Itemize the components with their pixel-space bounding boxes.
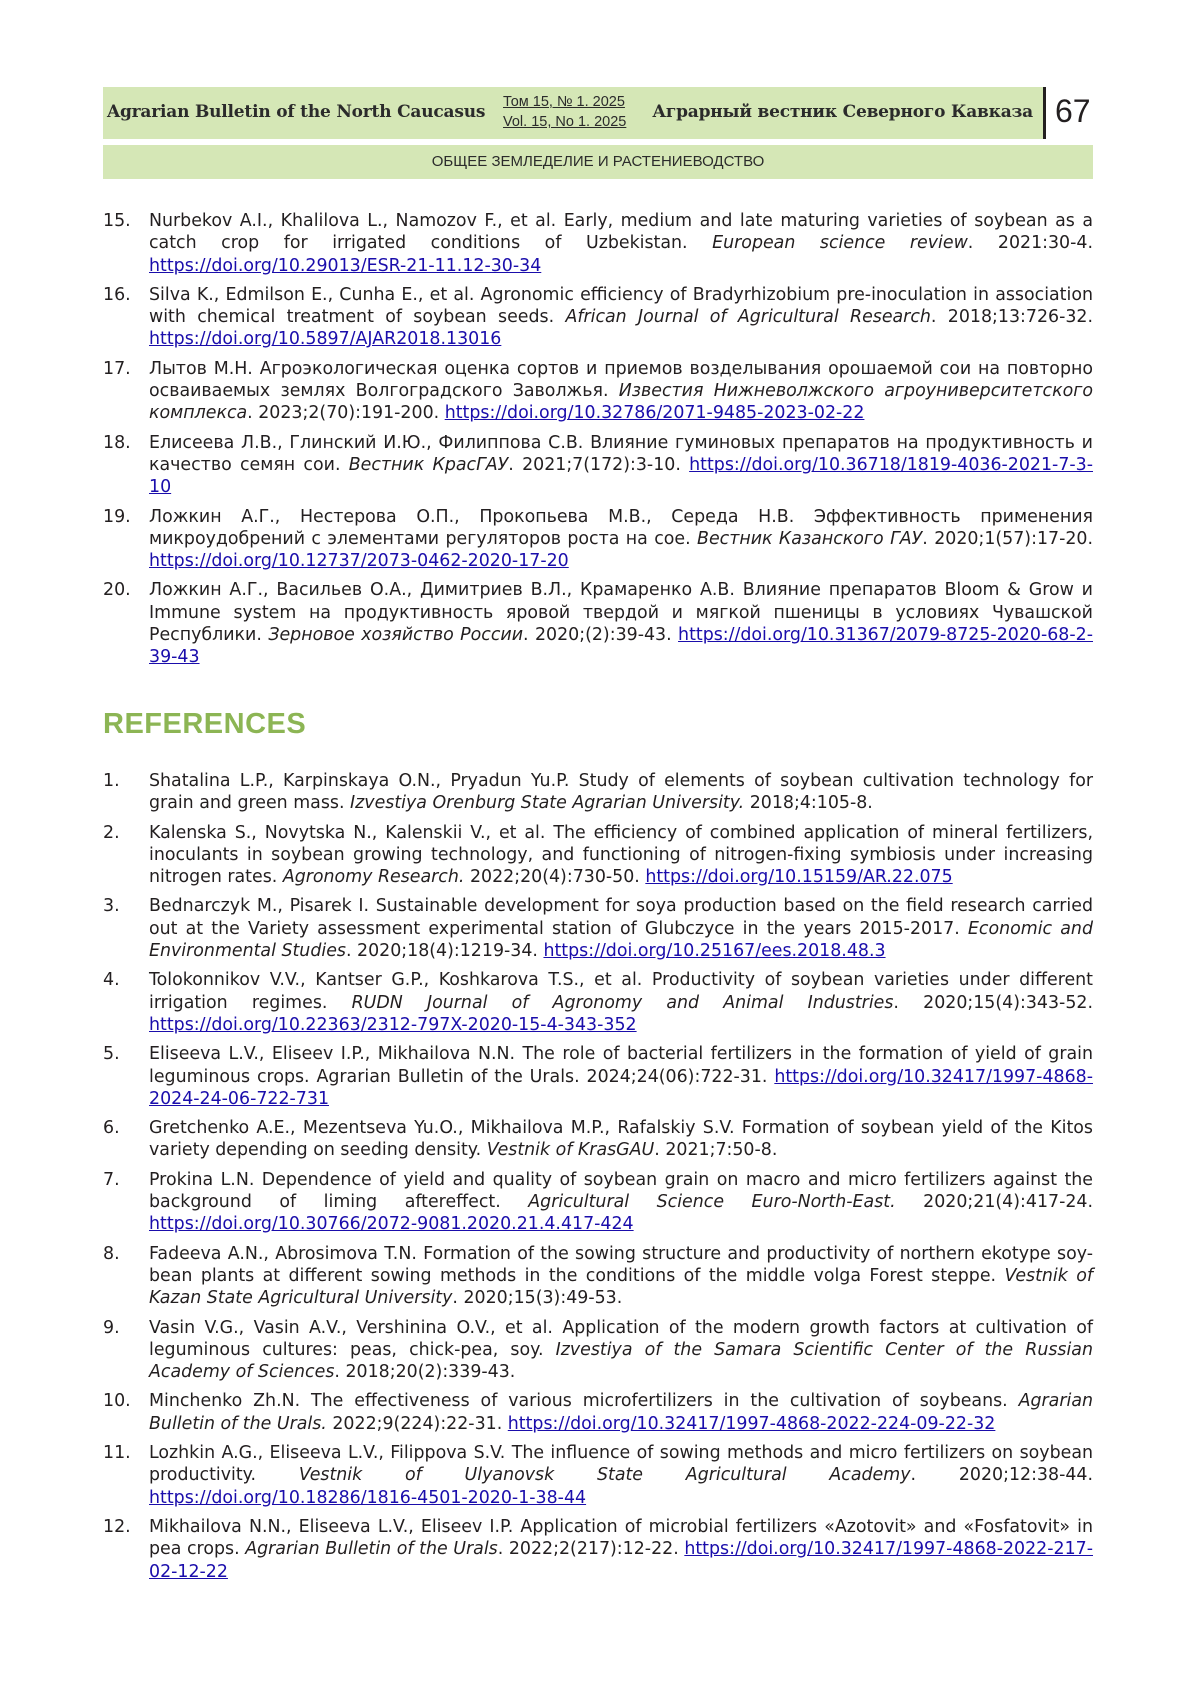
reference-text: Nurbekov A.I., Khalilova L., Namozov F., et al. Early, medium and late maturing varieties of soybean as a catch crop for irrigated conditions of Uzbekistan.: [149, 211, 1093, 254]
reference-citation: 2022;20(4):730-50.: [464, 867, 646, 888]
reference-item: [103, 1043, 1093, 1110]
doi-link[interactable]: https://doi.org/10.32417/1997-4868-2022-217-02-12-22: [149, 1539, 1093, 1582]
reference-journal: Agricultural Science Euro-North-East.: [528, 1192, 896, 1213]
doi-link[interactable]: https://doi.org/10.22363/2312-797X-2020-15-4-343-352: [149, 1014, 637, 1035]
reference-citation: . 2021;7:50-8.: [654, 1140, 778, 1161]
reference-journal: Agronomy Research.: [282, 867, 465, 888]
reference-item: [103, 822, 1093, 889]
reference-citation: . 2021;7(172):3-10.: [508, 454, 690, 475]
doi-link[interactable]: https://doi.org/10.32417/1997-4868-2022-224-09-22-32: [507, 1413, 996, 1434]
reference-number: 7.: [103, 1169, 120, 1190]
reference-number: 15.: [103, 211, 131, 231]
reference-citation: . 2023;2(70):191-200.: [247, 403, 445, 424]
reference-citation: . 2020;15(4):343-52.: [893, 992, 1093, 1013]
reference-citation: 2018;4:105-8.: [744, 793, 873, 814]
reference-text: Лытов М.Н. Агроэкологическая оценка сортов и приемов возделывания орошаемой сои на повторно осваиваемых землях Волгоградского Заволжья.: [149, 358, 1093, 402]
reference-text: Silva K., Edmilson E., Cunha E., et al. Agronomic efficiency of Bradyrhizobium pre-inoculation in association with chemical treatment of soybean seeds.: [149, 284, 1093, 328]
reference-item: [103, 284, 1093, 351]
journal-title-en: Agrarian Bulletin of the North Caucasus: [107, 102, 486, 122]
reference-text: Shatalina L.P., Karpinskaya O.N., Pryadun Yu.P. Study of elements of soybean cultivation technology for grain and green mass.: [149, 771, 1093, 814]
reference-number: 6.: [103, 1118, 120, 1139]
journal-title-ru: Аграрный вестник Северного Кавказа: [652, 102, 1033, 122]
doi-link[interactable]: https://doi.org/10.30766/2072-9081.2020.21.4.417-424: [149, 1214, 634, 1235]
reference-text: Minchenko Zh.N. The effectiveness of various microfertilizers in the cultivation of soybeans.: [149, 1391, 1019, 1412]
reference-text: Gretchenko A.E., Mezentseva Yu.O., Mikhailova M.P., Rafalskiy S.V. Formation of soybean yield of the Kitos variety depending on seeding density.: [149, 1118, 1093, 1161]
reference-citation: . 2020;12:38-44.: [910, 1465, 1093, 1486]
volume-en: Vol. 15, No 1. 2025: [503, 114, 627, 130]
reference-number: 3.: [103, 896, 120, 917]
doi-link[interactable]: https://doi.org/10.15159/AR.22.075: [645, 867, 953, 888]
reference-text: Prokina L.N. Dependence of yield and quality of soybean grain on macro and micro fertilizers against the background of liming aftereffect.: [149, 1169, 1093, 1213]
reference-citation: 2020;21(4):417-24.: [895, 1192, 1093, 1213]
reference-item: [103, 210, 1093, 277]
reference-item: [103, 1317, 1093, 1384]
reference-number: 20.: [103, 580, 131, 601]
reference-text: Eliseeva L.V., Eliseev I.P., Mikhailova N.N. The role of bacterial fertilizers in the formation of yield of grain leguminous crops. Agrarian Bulletin of the Urals. 2024;24(06):722-31.: [149, 1044, 1093, 1087]
reference-journal: Izvestiya of the Samara Scientific Center of the Russian Academy of Sciences: [149, 1339, 1093, 1383]
reference-text: Bednarczyk M., Pisarek I. Sustainable development for soya production based on the field research carried out at the Variety assessment experimental station of Glubczyce in the years 2015-2017.: [149, 896, 1093, 939]
reference-number: 12.: [103, 1516, 131, 1537]
doi-link[interactable]: https://doi.org/10.25167/ees.2018.48.3: [543, 941, 886, 962]
reference-text: Kalenska S., Novytska N., Kalenskii V., et al. The efficiency of combined application of mineral fertilizers, inoculants in soybean growing technology, and functioning of nitrogen-fixing symbiosis under increasing nitrogen rates.: [149, 822, 1093, 888]
reference-text: Fadeeva A.N., Abrosimova T.N. Formation of the sowing structure and productivity of northern ekotype soy-bean plants at different sowing methods in the conditions of the middle volga Forest steppe.: [149, 1243, 1093, 1286]
reference-item: [103, 969, 1093, 1036]
reference-citation: . 2020;18(4):1219-34.: [345, 941, 544, 962]
reference-number: 4.: [103, 970, 120, 991]
reference-number: 19.: [103, 506, 131, 527]
references-heading: REFERENCES: [103, 708, 307, 740]
reference-journal: Agrarian Bulletin of the Urals.: [149, 1391, 1093, 1434]
reference-journal: Вестник КрасГАУ: [348, 454, 509, 475]
reference-item: [103, 1516, 1093, 1583]
reference-item: [103, 579, 1093, 668]
reference-item: [103, 1169, 1093, 1236]
reference-list-en: [103, 770, 1093, 1590]
reference-citation: . 2020;1(57):17-20.: [922, 528, 1094, 549]
reference-journal: Agrarian Bulletin of the Urals: [245, 1539, 498, 1560]
reference-journal: Vestnik of Kazan State Agricultural University: [149, 1265, 1093, 1309]
reference-citation: . 2022;2(217):12-22.: [497, 1539, 685, 1560]
reference-text: Елисеева Л.В., Глинский И.Ю., Филиппова С.В. Влияние гуминовых препаратов на продуктивность и качество семян сои.: [149, 432, 1093, 475]
doi-link[interactable]: https://doi.org/10.5897/AJAR2018.13016: [149, 329, 502, 350]
reference-citation: . 2020;15(3):49-53.: [452, 1288, 623, 1309]
reference-list-ru: [103, 210, 1093, 676]
section-title: ОБЩЕЕ ЗЕМЛЕДЕЛИЕ И РАСТЕНИЕВОДСТВО: [103, 145, 1093, 179]
doi-link[interactable]: https://doi.org/10.36718/1819-4036-2021-7-3-10: [149, 454, 1093, 498]
reference-item: [103, 506, 1093, 573]
reference-journal: Izvestiya Orenburg State Agrarian University.: [350, 793, 745, 814]
reference-number: 10.: [103, 1391, 131, 1412]
reference-journal: Вестник Казанского ГАУ: [697, 528, 923, 549]
reference-citation: . 2018;13:726-32.: [930, 307, 1094, 328]
doi-link[interactable]: https://doi.org/10.32417/1997-4868-2024-24-06-722-731: [149, 1066, 1093, 1109]
reference-text: Ложкин А.Г., Васильев О.А., Димитриев В.Л., Крамаренко А.В. Влияние препаратов Bloom & Grow и Immune system на продуктивность яровой твердой и мягкой пшеницы в условиях Чувашской Республики.: [149, 580, 1093, 646]
reference-citation: . 2021:30-4.: [967, 233, 1093, 254]
reference-number: 1.: [103, 771, 120, 791]
reference-text: Lozhkin A.G., Eliseeva L.V., Filippova S.V. The influence of sowing methods and micro fertilizers on soybean productivity.: [149, 1443, 1093, 1486]
page-number-divider: [1043, 87, 1046, 139]
volume-info: [503, 92, 626, 132]
reference-journal: Зерновое хозяйство России: [268, 625, 524, 646]
reference-journal: Vestnik of KrasGAU: [486, 1140, 655, 1161]
reference-citation: . 2018;20(2):339-43.: [334, 1362, 516, 1383]
reference-citation: 2022;9(224):22-31.: [326, 1413, 508, 1434]
reference-number: 2.: [103, 822, 120, 843]
reference-item: [103, 432, 1093, 499]
reference-number: 5.: [103, 1044, 120, 1065]
reference-number: 16.: [103, 284, 131, 305]
reference-item: [103, 358, 1093, 425]
reference-journal: European science review: [712, 233, 968, 254]
reference-item: [103, 895, 1093, 962]
reference-text: Tolokonnikov V.V., Kantser G.P., Koshkarova T.S., et al. Productivity of soybean varieties under different irrigation regimes.: [149, 970, 1093, 1013]
doi-link[interactable]: https://doi.org/10.12737/2073-0462-2020-17-20: [149, 551, 569, 572]
reference-journal: Известия Нижневолжского агроуниверситетского комплекса: [149, 381, 1093, 424]
reference-item: [103, 1117, 1093, 1162]
reference-citation: . 2020;(2):39-43.: [523, 625, 679, 646]
page-number: 67: [1055, 93, 1091, 129]
reference-journal: Economic and Environmental Studies: [149, 918, 1093, 962]
reference-text: Mikhailova N.N., Eliseeva L.V., Eliseev I.P. Application of microbial fertilizers «Azotovit» and «Fosfatovit» in pea crops.: [149, 1516, 1093, 1560]
reference-item: [103, 770, 1093, 815]
reference-item: [103, 1442, 1093, 1509]
doi-link[interactable]: https://doi.org/10.18286/1816-4501-2020-1-38-44: [149, 1487, 587, 1508]
reference-journal: Vestnik of Ulyanovsk State Agricultural Academy: [298, 1465, 911, 1486]
page-header: [103, 87, 1093, 139]
reference-text: Ложкин А.Г., Нестерова О.П., Прокопьева М.В., Середа Н.В. Эффективность применения микроудобрений с элементами регуляторов роста на сое.: [149, 506, 1093, 549]
volume-ru: Том 15, № 1. 2025: [503, 94, 625, 110]
reference-number: 11.: [103, 1443, 131, 1464]
doi-link[interactable]: https://doi.org/10.31367/2079-8725-2020-68-2-39-43: [149, 625, 1093, 668]
reference-number: 8.: [103, 1243, 120, 1264]
doi-link[interactable]: https://doi.org/10.32786/2071-9485-2023-02-22: [444, 403, 865, 424]
reference-journal: African Journal of Agricultural Research: [565, 307, 931, 328]
reference-number: 17.: [103, 358, 131, 379]
reference-item: [103, 1243, 1093, 1310]
reference-text: Vasin V.G., Vasin A.V., Vershinina O.V., et al. Application of the modern growth factors at cultivation of leguminous cultures: peas, chick-pea, soy.: [149, 1317, 1093, 1360]
reference-journal: RUDN Journal of Agronomy and Animal Industries: [351, 992, 894, 1013]
reference-number: 18.: [103, 432, 131, 453]
doi-link[interactable]: https://doi.org/10.29013/ESR-21-11.12-30-34: [149, 255, 542, 276]
reference-number: 9.: [103, 1317, 120, 1338]
reference-item: [103, 1390, 1093, 1435]
